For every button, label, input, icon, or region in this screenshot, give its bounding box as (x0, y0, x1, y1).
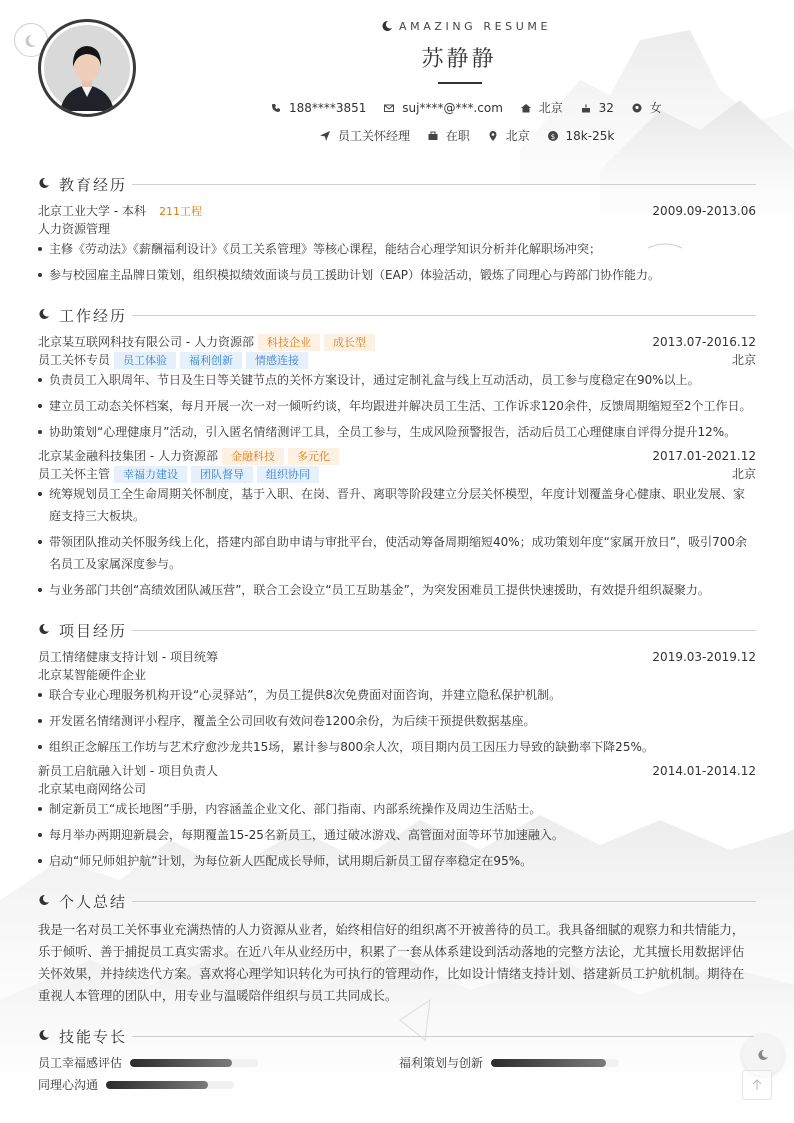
section-divider (132, 630, 756, 631)
job-bullets (38, 369, 756, 443)
skill-bar-fill (491, 1059, 606, 1067)
company-tag: 成长型 (324, 334, 375, 351)
cake-icon (581, 103, 591, 113)
company-tag: 金融科技 (222, 448, 284, 465)
section-header (38, 1026, 756, 1046)
skill-item (399, 1055, 483, 1071)
gender-icon (632, 103, 642, 113)
section-divider (132, 184, 756, 185)
contact-gender: 女 (632, 99, 662, 116)
section-moon-icon (38, 177, 50, 189)
intent-salary: $ 18k-25k (548, 129, 615, 143)
section-title: 技能专长 (59, 1028, 128, 1046)
school-tag: 211工程 (158, 205, 202, 218)
company-name: 北京某金融科技集团 - 人力资源部 (38, 449, 218, 463)
list-item: 联合专业心理服务机构开设“心灵驿站”，为员工提供8次免费面对面咨询，并建立隐私保护机制。 (38, 684, 756, 706)
company-tag: 科技企业 (258, 334, 320, 351)
project-period: 2019.03-2019.12 (652, 650, 756, 664)
list-item: 负责员工入职周年、节日及生日等关键节点的关怀方案设计，通过定制礼盒与线上互动活动，员工参与度稳定在90%以上。 (38, 369, 756, 391)
section-header (38, 620, 756, 640)
send-icon (320, 131, 330, 141)
skill-name: 福利策划与创新 (399, 1056, 484, 1070)
list-item: 带领团队推动关怀服务线上化，搭建内部自助申请与审批平台，使活动筹备周期缩短40%；成功策划年度“家属开放日”，吸引700余名员工及家属深度参与。 (38, 531, 756, 575)
education-bullets (38, 238, 756, 286)
arrow-up-icon (743, 1071, 771, 1099)
intent-status: 在职 (428, 127, 470, 144)
skill-bar-fill (130, 1059, 232, 1067)
project-bullets (38, 684, 756, 758)
section-title: 个人总结 (59, 893, 128, 911)
contact-home: 北京 (521, 99, 563, 116)
section-title: 项目经历 (59, 622, 128, 640)
brand-title: AMAZING RESUME (399, 20, 552, 33)
role-tag: 幸福力建设 (114, 466, 187, 483)
mail-icon (384, 103, 394, 113)
contact-row (271, 99, 676, 116)
intent-position: 员工关怀经理 (320, 127, 410, 144)
intent-city: 北京 (488, 127, 530, 144)
home-icon (521, 103, 531, 113)
briefcase-icon (428, 131, 438, 141)
education-entry (38, 202, 756, 286)
skill-bar (106, 1081, 234, 1089)
role-tag: 员工体验 (114, 352, 176, 369)
section-title: 工作经历 (59, 307, 128, 325)
intent-row (320, 127, 628, 144)
list-item: 制定新员工“成长地图”手册，内容涵盖企业文化、部门指南、内部系统操作及周边生活贴士。 (38, 798, 756, 820)
company-tag: 多元化 (288, 448, 339, 465)
scroll-top-button[interactable] (742, 1070, 772, 1100)
list-item: 组织正念解压工作坊与艺术疗愈沙龙共15场，累计参与800余人次，项目期内员工因压力导致的缺勤率下降25%。 (38, 736, 756, 758)
project-period: 2014.01-2014.12 (652, 764, 756, 778)
skills-section (38, 1026, 756, 1106)
section-moon-icon (38, 1029, 50, 1041)
section-header (38, 305, 756, 325)
section-moon-icon (38, 894, 50, 906)
job-period: 2017.01-2021.12 (652, 449, 756, 463)
section-moon-icon (38, 623, 50, 635)
school-name: 北京工业大学 - 本科 (38, 204, 146, 218)
list-item: 建立员工动态关怀档案，每月开展一次一对一倾听约谈，年均跟进并解决员工生活、工作诉求120余件，反馈周期缩短至2个工作日。 (38, 395, 756, 417)
role-tag: 福利创新 (180, 352, 242, 369)
name-underline (438, 82, 482, 84)
skill-name: 员工幸福感评估 (38, 1056, 123, 1070)
project-name: 新员工启航融入计划 - 项目负责人 (38, 764, 218, 778)
company-name: 北京某互联网科技有限公司 - 人力资源部 (38, 335, 254, 349)
section-title: 教育经历 (59, 176, 128, 194)
job-bullets (38, 483, 756, 601)
skill-name: 同理心沟通 (38, 1078, 99, 1092)
skill-bar (130, 1059, 258, 1067)
education-period: 2009.09-2013.06 (652, 204, 756, 218)
role-tag: 组织协同 (257, 466, 319, 483)
project-bullets (38, 798, 756, 872)
list-item: 与业务部门共创“高绩效团队减压营”，联合工会设立“员工互助基金”，为突发困难员工提供快速援助，有效提升组织凝聚力。 (38, 579, 756, 601)
salary-icon (548, 131, 558, 141)
brand-moon-icon (381, 20, 393, 32)
phone-icon (271, 103, 281, 113)
list-item: 开发匿名情绪测评小程序，覆盖全公司回收有效问卷1200余份，为后续干预提供数据基座。 (38, 710, 756, 732)
contact-phone: 188****3851 (271, 101, 366, 115)
section-header (38, 891, 756, 911)
major-name: 人力资源管理 (38, 222, 111, 236)
list-item: 参与校园雇主品牌日策划，组织模拟绩效面谈与员工援助计划（EAP）体验活动，锻炼了同理心与跨部门协作能力。 (38, 264, 756, 286)
contact-email: suj****@***.com (384, 101, 503, 115)
contact-age: 32 (581, 101, 614, 115)
svg-text:$: $ (550, 132, 555, 141)
section-divider (132, 315, 756, 316)
job-period: 2013.07-2016.12 (652, 335, 756, 349)
location-pin-icon (488, 131, 498, 141)
job-city: 北京 (731, 467, 756, 481)
work-section (38, 305, 756, 605)
project-org: 北京某电商网络公司 (38, 782, 147, 796)
list-item: 主修《劳动法》《薪酬福利设计》《员工关系管理》等核心课程，能结合心理学知识分析并化解职场冲突； (38, 238, 756, 260)
section-divider (132, 901, 756, 902)
role-tag: 情感连接 (246, 352, 308, 369)
skill-item (38, 1077, 98, 1093)
section-header (38, 174, 756, 194)
education-section (38, 174, 756, 290)
skill-bar-fill (106, 1081, 208, 1089)
skill-item (38, 1055, 122, 1071)
list-item: 启动“师兄师姐护航”计划，为每位新人匹配成长导师，试用期后新员工留存率稳定在95%。 (38, 850, 756, 872)
list-item: 每月举办两期迎新晨会，每期覆盖15-25名新员工，通过破冰游戏、高管面对面等环节加速融入。 (38, 824, 756, 846)
candidate-name: 苏静静 (421, 47, 497, 72)
list-item: 协助策划“心理健康月”活动，引入匿名情绪测评工具，全员工参与，生成风险预警报告，活动后员工心理健康自评得分提升12%。 (38, 421, 756, 443)
job-entry (38, 333, 756, 443)
project-entry (38, 762, 756, 872)
summary-text: 我是一名对员工关怀事业充满热情的人力资源从业者，始终相信好的组织离不开被善待的员工。我具备细腻的观察力和共情能力，乐于倾听、善于捕捉员工真实需求。在近八年从业经历中，积累了一套从体系建设到活动落地的完整方法论，尤其擅长用数据评估关怀效果，并持续迭代方案。喜欢将心理学知识转化为可执行的管理动作，比如设计情绪支持计划、搭建新员工护航机制。期待在重视人本管理的团队中，用专业与温暖陪伴组织与员工共同成长。 (38, 922, 745, 1003)
project-name: 员工情绪健康支持计划 - 项目统筹 (38, 650, 218, 664)
list-item: 统筹规划员工全生命周期关怀制度，基于入职、在岗、晋升、离职等阶段建立分层关怀模型，年度计划覆盖身心健康、职业发展、家庭支持三大板块。 (38, 483, 756, 527)
job-role: 员工关怀主管 (38, 467, 111, 481)
section-divider (132, 1036, 756, 1037)
job-entry (38, 447, 756, 601)
section-moon-icon (38, 308, 50, 320)
project-org: 北京某智能硬件企业 (38, 668, 147, 682)
project-entry (38, 648, 756, 758)
summary-section (38, 891, 756, 1007)
projects-section (38, 620, 756, 876)
moon-icon (757, 1049, 769, 1061)
job-city: 北京 (731, 353, 756, 367)
job-role: 员工关怀专员 (38, 353, 111, 367)
skill-bar (491, 1059, 619, 1067)
role-tag: 团队督导 (191, 466, 253, 483)
